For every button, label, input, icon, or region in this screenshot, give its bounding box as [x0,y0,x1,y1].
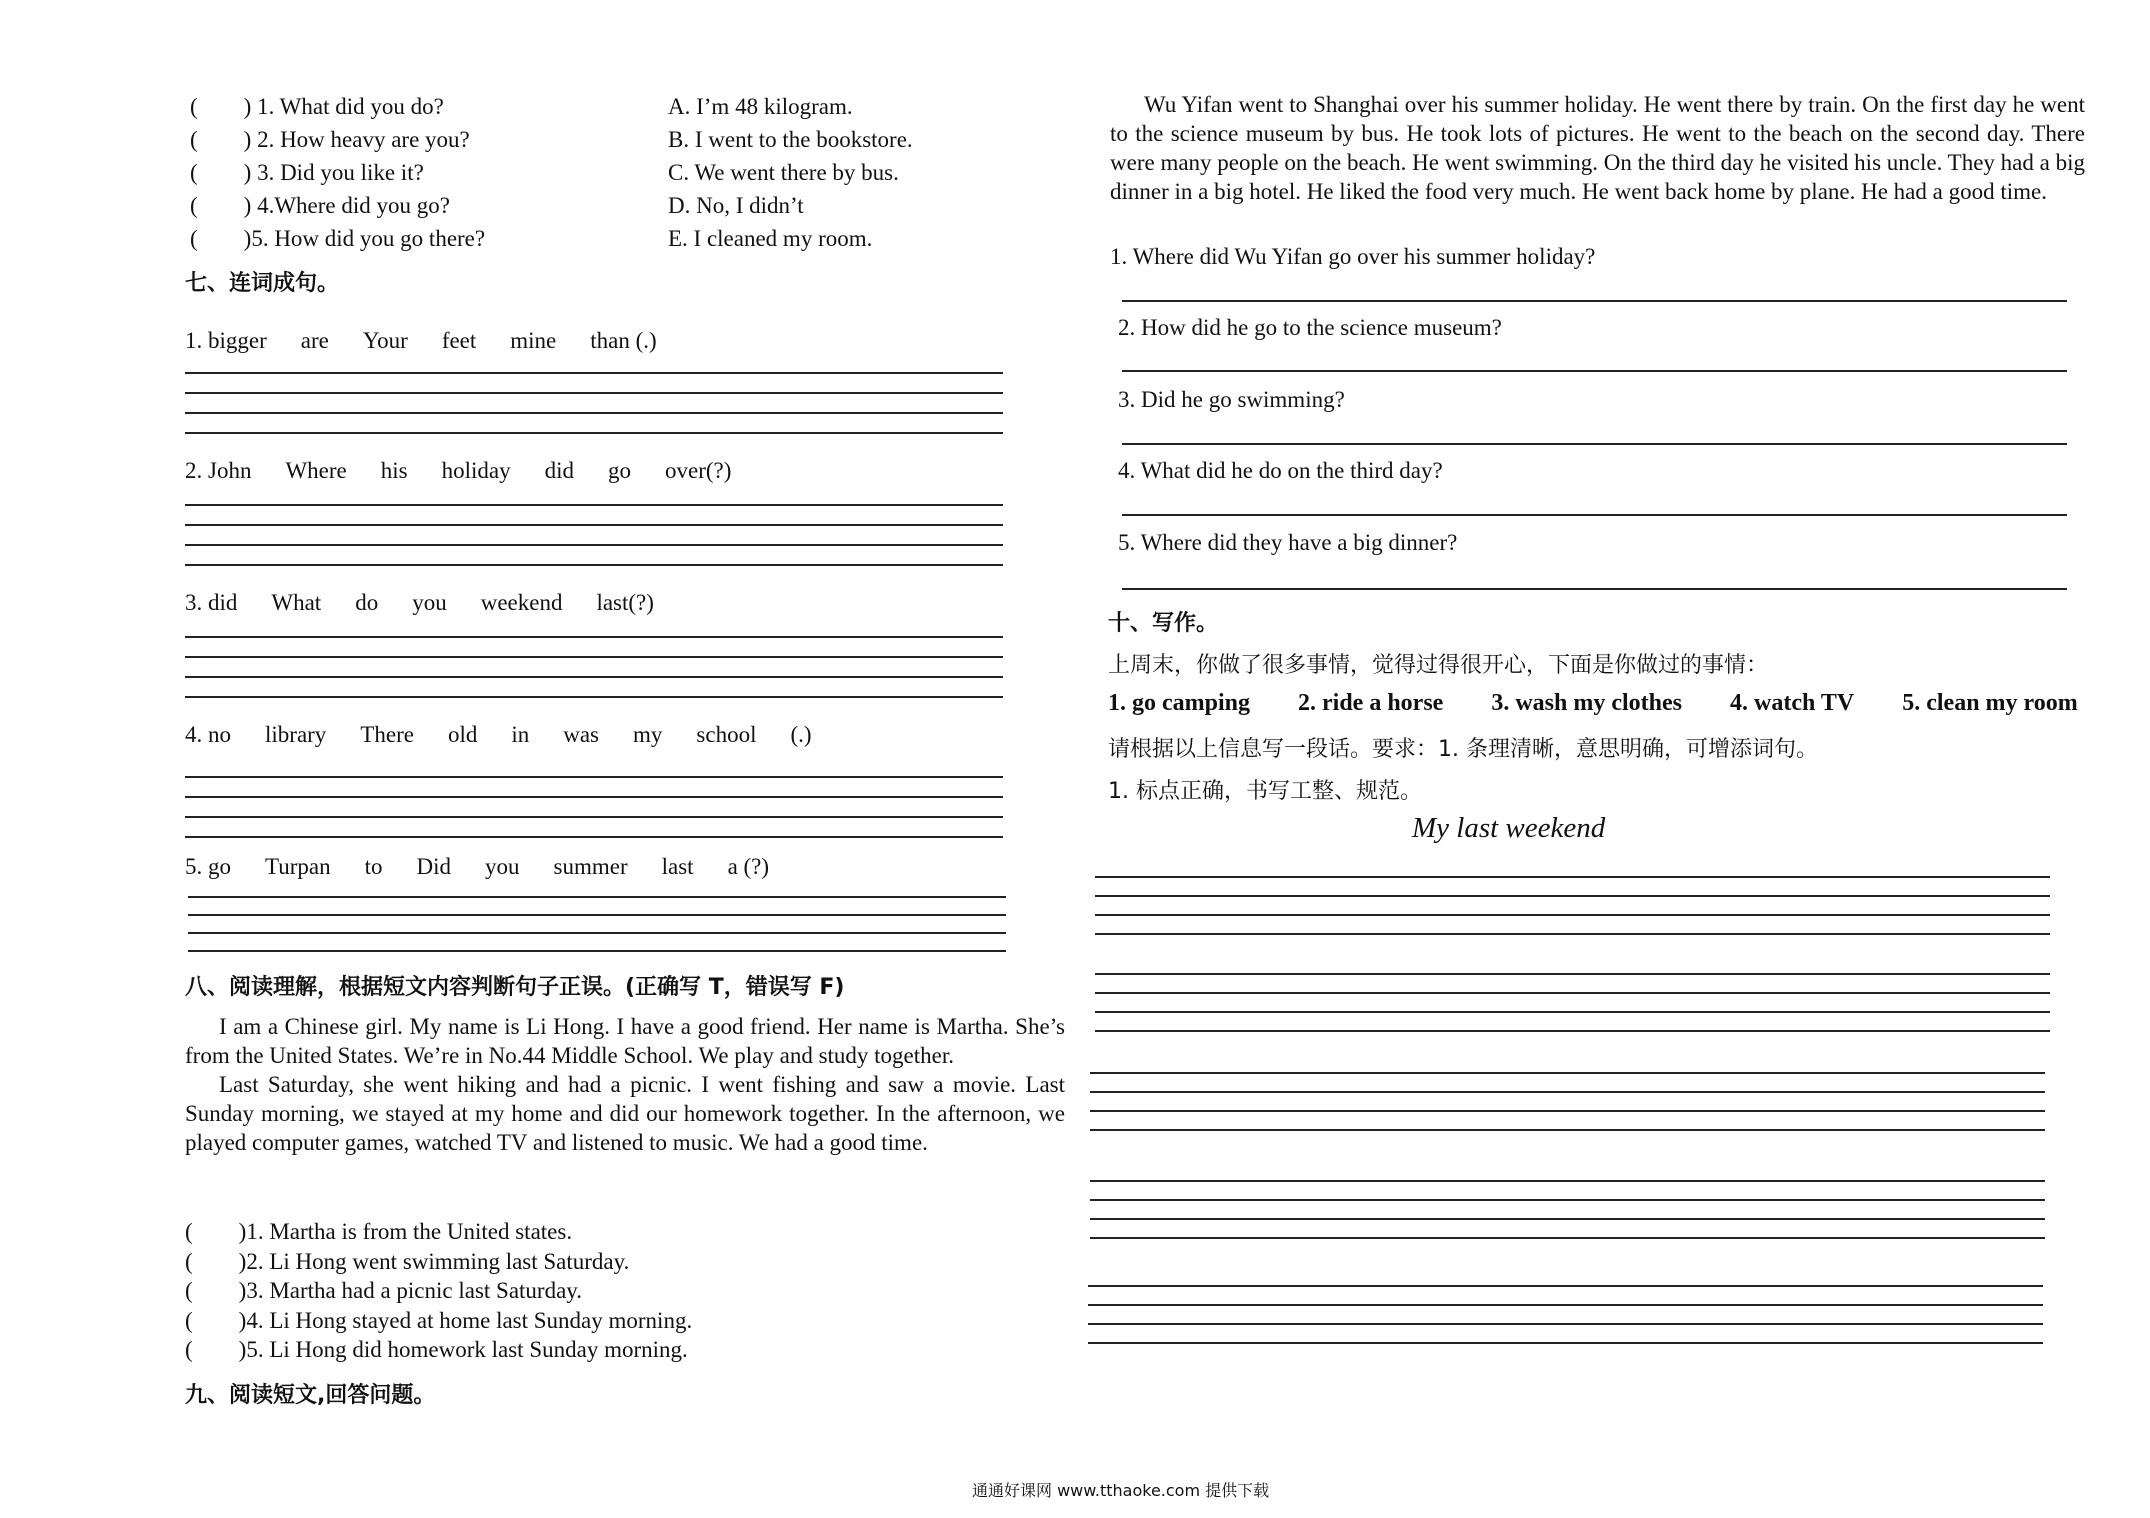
word: a (?) [727,854,770,879]
writing-line[interactable] [1088,1285,2043,1287]
word: you [412,590,447,615]
word: old [447,722,478,747]
word: last [661,854,694,879]
matching-question: ( )5. How did you go there? [190,226,486,251]
writing-line[interactable] [1095,992,2050,994]
word: weekend [480,590,563,615]
essay-title: My last weekend [1412,812,1606,844]
word: my [633,722,663,747]
word: over(?) [664,458,732,483]
word: (.) [790,722,812,747]
word: to [364,854,383,879]
answer-line[interactable] [188,950,1006,952]
word: What [271,590,322,615]
word: last(?) [596,590,654,615]
writing-line[interactable] [1095,933,2050,935]
answer-line[interactable] [185,696,1003,698]
answer-line[interactable] [185,816,1003,818]
task-item: 5. clean my room [1902,690,2078,716]
passage-paragraph: I am a Chinese girl. My name is Li Hong. I have a good friend. Her name is Martha. She’s from the United States. We’re in No.44 Middle School. We play and study together. [185,1014,1065,1068]
question: 5. Where did they have a big dinner? [1118,530,1458,555]
answer-line[interactable] [1122,514,2067,516]
word: you [485,854,520,879]
writing-line[interactable] [1090,1110,2045,1112]
passage-paragraph: Last Saturday, she went hiking and had a picnic. I went fishing and saw a movie. Last Sunday morning, we stayed at my home and did our homework together. In the afternoon, we played computer games, watched TV and listened to music. We had a good time. [185,1072,1065,1155]
reorder-item-2 [185,458,765,484]
true-false-item: ( )5. Li Hong did homework last Sunday morning. [185,1337,688,1362]
writing-line[interactable] [1095,914,2050,916]
writing-line[interactable] [1090,1237,2045,1239]
section10-title: 十、写作。 [1108,611,1219,636]
word: summer [553,854,628,879]
answer-line[interactable] [188,932,1006,934]
answer-line[interactable] [185,564,1003,566]
matching-row [190,90,913,123]
section9-passage [1110,90,2085,206]
reorder-item-3 [185,590,688,616]
word: than (.) [590,328,657,353]
word: 2. John [185,458,252,483]
word: 1. bigger [185,328,267,353]
reorder-item-1 [185,328,691,354]
task-item: 1. go camping [1108,690,1251,716]
matching-answer: D. No, I didn’t [668,193,804,218]
word: 5. go [185,854,231,879]
writing-line[interactable] [1090,1129,2045,1131]
answer-line[interactable] [185,372,1003,374]
matching-question: ( ) 3. Did you like it? [190,160,424,185]
reorder-item-5 [185,854,803,880]
word: go [607,458,631,483]
answer-line[interactable] [185,544,1003,546]
section9-title: 九、阅读短文,回答问题。 [185,1383,436,1408]
word: was [563,722,600,747]
passage-paragraph: Wu Yifan went to Shanghai over his summer holiday. He went there by train. On the first day he went to the science museum by bus. He took lots of pictures. He went to the beach on the second day. There were many people on the beach. He went swimming. On the third day he visited his uncle. They had a big dinner in a big hotel. He liked the food very much. He went back home by plane. He had a good time. [1110,92,2085,204]
writing-requirement: 请根据以上信息写一段话。要求：1. 条理清晰，意思明确，可增添词句。 [1108,737,1818,762]
task-list [1108,690,2078,717]
section8-title: 八、阅读理解，根据短文内容判断句子正误。(正确写 T，错误写 F) [185,975,845,1000]
writing-intro: 上周末，你做了很多事情，觉得过得很开心，下面是你做过的事情： [1108,653,1769,678]
footer-credit: 通通好课网 www.tthaoke.com 提供下载 [972,1481,1270,1500]
matching-answer: B. I went to the bookstore. [668,127,913,152]
answer-line[interactable] [1122,300,2067,302]
word: do [355,590,379,615]
word: Turpan [265,854,331,879]
answer-line[interactable] [185,676,1003,678]
answer-line[interactable] [185,504,1003,506]
matching-question: ( ) 1. What did you do? [190,94,444,119]
answer-line[interactable] [185,776,1003,778]
true-false-item: ( )2. Li Hong went swimming last Saturday. [185,1248,630,1274]
word: holiday [441,458,511,483]
reorder-item-4 [185,722,846,748]
word: 4. no [185,722,231,747]
writing-line[interactable] [1090,1199,2045,1201]
matching-answer: E. I cleaned my room. [668,226,873,251]
writing-line[interactable] [1088,1342,2043,1344]
word: in [511,722,530,747]
word: Your [362,328,408,353]
word: 3. did [185,590,238,615]
section8-passage [185,1012,1065,1157]
section7-title: 七、连词成句。 [185,271,340,296]
task-item: 3. wash my clothes [1491,690,1682,716]
matching-row [190,222,913,255]
word: feet [441,328,477,353]
writing-line[interactable] [1095,895,2050,897]
writing-line[interactable] [1090,1218,2045,1220]
task-item: 4. watch TV [1730,690,1855,716]
matching-question: ( ) 2. How heavy are you? [190,127,470,152]
matching-question: ( ) 4.Where did you go? [190,193,450,218]
answer-line[interactable] [185,412,1003,414]
question: 3. Did he go swimming? [1118,387,1345,412]
true-false-item: ( )3. Martha had a picnic last Saturday. [185,1278,583,1303]
matching-answer: A. I’m 48 kilogram. [668,94,853,119]
writing-line[interactable] [1095,1030,2050,1032]
writing-line[interactable] [1090,1091,2045,1093]
word: There [360,722,414,747]
answer-line[interactable] [185,656,1003,658]
matching-row [190,189,913,222]
writing-line[interactable] [1088,1323,2043,1325]
answer-line[interactable] [185,796,1003,798]
question: 1. Where did Wu Yifan go over his summer holiday? [1110,244,1596,269]
writing-line[interactable] [1095,1011,2050,1013]
answer-line[interactable] [1122,443,2067,445]
answer-line[interactable] [185,836,1003,838]
writing-requirement: 1. 标点正确，书写工整、规范。 [1108,779,1422,804]
word: mine [510,328,557,353]
question: 4. What did he do on the third day? [1118,458,1443,483]
matching-row [190,156,913,189]
matching-answer: C. We went there by bus. [668,160,899,185]
answer-line[interactable] [1122,588,2067,590]
true-false-item: ( )4. Li Hong stayed at home last Sunday morning. [185,1307,693,1333]
answer-line[interactable] [1122,370,2067,372]
writing-line[interactable] [1095,973,2050,975]
task-item: 2. ride a horse [1298,690,1444,716]
answer-line[interactable] [185,392,1003,394]
word: are [300,328,329,353]
word: school [696,722,757,747]
word: Did [416,854,451,879]
question: 2. How did he go to the science museum? [1118,315,1502,340]
true-false-list [185,1217,692,1365]
answer-line[interactable] [185,636,1003,638]
writing-line[interactable] [1088,1304,2043,1306]
word: library [265,722,327,747]
matching-section [190,90,913,255]
matching-row [190,123,913,156]
word: Where [285,458,347,483]
writing-line[interactable] [1090,1180,2045,1182]
word: his [380,458,408,483]
writing-line[interactable] [1095,876,2050,878]
answer-line[interactable] [185,432,1003,434]
answer-line[interactable] [185,524,1003,526]
word: did [544,458,574,483]
answer-line[interactable] [188,914,1006,916]
answer-line[interactable] [188,896,1006,898]
writing-line[interactable] [1090,1072,2045,1074]
true-false-item: ( )1. Martha is from the United states. [185,1219,573,1244]
